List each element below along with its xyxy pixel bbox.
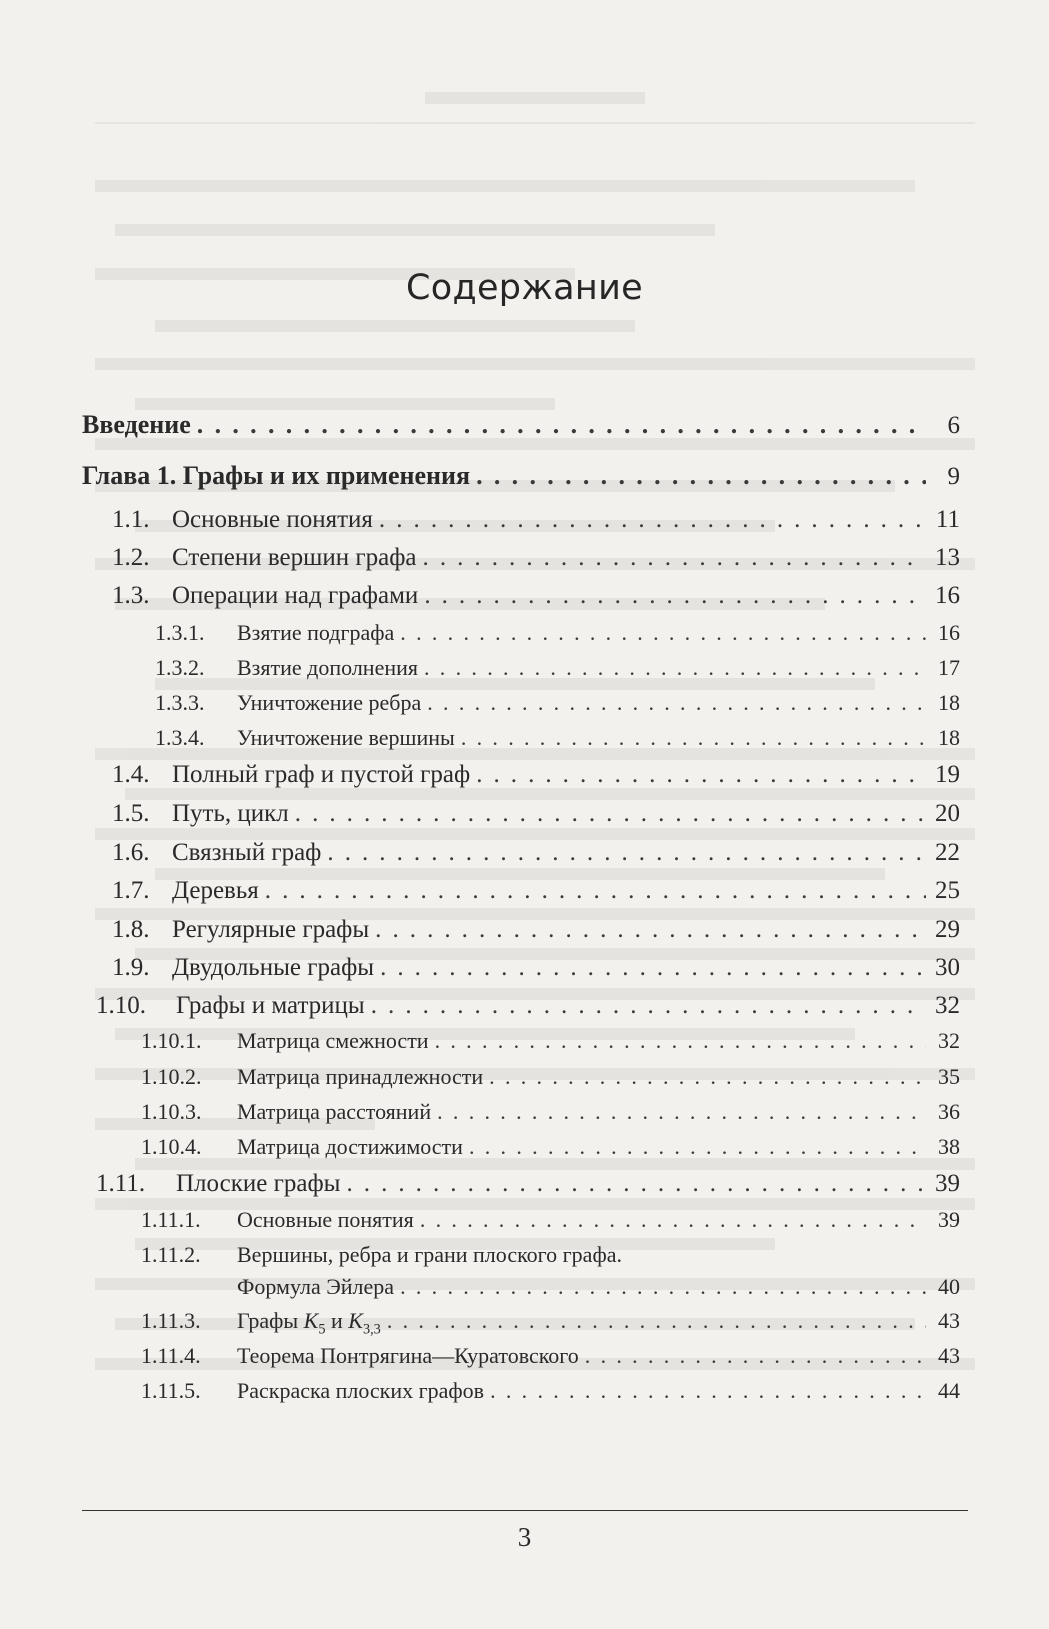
toc-entry-title: Степени вершин графа xyxy=(172,544,417,571)
leader-dots xyxy=(380,954,926,982)
toc-entry-page: 38 xyxy=(938,1134,960,1159)
toc-entry-page: 20 xyxy=(935,800,960,827)
math-subscript: 5 xyxy=(318,1321,326,1338)
footer-rule xyxy=(82,1510,968,1511)
toc-entry-title-continued: Формула Эйлера xyxy=(237,1274,395,1299)
toc-entry-page: 29 xyxy=(935,916,960,943)
toc-text-part: и xyxy=(325,1308,349,1333)
toc-entry-number: 1.3.2. xyxy=(155,655,205,680)
toc-entry[interactable] xyxy=(112,506,960,534)
toc-entry-number: 1.6. xyxy=(112,839,150,866)
toc-entry[interactable] xyxy=(141,1064,960,1090)
toc-entry-title xyxy=(237,1308,381,1338)
toc-entry-number: 1.2. xyxy=(112,544,150,571)
leader-dots xyxy=(265,877,926,905)
toc-entry-title: Теорема Понтрягина—Куратовского xyxy=(237,1343,579,1368)
toc-entry-number: 1.11. xyxy=(96,1170,146,1197)
toc-entry-first-line[interactable] xyxy=(141,1242,960,1268)
toc-entry-number: 1.10.3. xyxy=(141,1099,202,1124)
leader-dots xyxy=(346,1170,926,1198)
toc-entry-number: 1.9. xyxy=(112,954,150,981)
toc-entry-title: Полный граф и пустой граф xyxy=(172,761,471,788)
toc-entry[interactable] xyxy=(141,1207,960,1233)
toc-entry[interactable] xyxy=(112,877,960,905)
toc-entry-page: 39 xyxy=(935,1170,960,1197)
leader-dots xyxy=(424,582,926,610)
math-k: K xyxy=(303,1308,319,1333)
toc-entry-page: 36 xyxy=(938,1099,960,1124)
toc-entry-title: Путь, цикл xyxy=(172,800,289,827)
toc-entry-page: 39 xyxy=(938,1207,960,1232)
toc-entry[interactable] xyxy=(112,839,960,867)
toc-entry[interactable] xyxy=(112,544,960,572)
toc-entry[interactable] xyxy=(96,1170,960,1198)
toc-entry-number: 1.4. xyxy=(112,761,150,788)
toc-entry[interactable] xyxy=(141,1028,960,1054)
page-title: Содержание xyxy=(406,268,643,308)
toc-entry-page: 44 xyxy=(938,1378,960,1403)
leader-dots xyxy=(490,1378,926,1404)
toc-entry[interactable] xyxy=(155,725,960,751)
toc-entry-number: 1.8. xyxy=(112,916,150,943)
toc-entry-page: 16 xyxy=(938,620,960,645)
toc-entry-page: 32 xyxy=(935,992,960,1019)
toc-entry-page: 17 xyxy=(938,655,960,680)
toc-entry-title: Уничтожение ребра xyxy=(237,690,422,715)
leader-dots xyxy=(295,800,926,828)
toc-entry[interactable] xyxy=(112,916,960,944)
toc-entry[interactable] xyxy=(155,690,960,716)
leader-dots xyxy=(435,1028,926,1054)
toc-entry-title: Введение xyxy=(82,410,191,439)
toc-entry-page: 16 xyxy=(935,582,960,609)
math-k: K xyxy=(348,1308,363,1333)
leader-dots xyxy=(469,1134,926,1160)
leader-dots xyxy=(197,410,926,440)
toc-entry[interactable] xyxy=(141,1308,960,1338)
toc-entry-title: Раскраска плоских графов xyxy=(237,1378,485,1403)
toc-entry-page: 25 xyxy=(935,877,960,904)
leader-dots xyxy=(585,1343,926,1369)
leader-dots xyxy=(400,1274,926,1300)
toc-entry-page: 40 xyxy=(938,1274,960,1299)
leader-dots xyxy=(371,992,926,1020)
leader-dots xyxy=(437,1099,926,1125)
toc-entry-page: 6 xyxy=(947,412,960,439)
leader-dots xyxy=(327,839,926,867)
toc-entry-number: 1.3.1. xyxy=(155,620,205,645)
toc-entry[interactable] xyxy=(112,954,960,982)
toc-entry-continuation[interactable] xyxy=(237,1274,960,1300)
toc-entry-title: Графы и матрицы xyxy=(176,992,365,1019)
toc-entry-page: 9 xyxy=(947,463,960,490)
toc-entry-title: Уничтожение вершины xyxy=(237,725,455,750)
leader-dots xyxy=(375,916,926,944)
toc-entry-number: 1.10.4. xyxy=(141,1134,202,1159)
toc-entry[interactable] xyxy=(141,1343,960,1369)
toc-entry-title: Глава 1. Графы и их применения xyxy=(82,461,471,490)
toc-entry-title: Основные понятия xyxy=(237,1207,414,1232)
toc-entry[interactable] xyxy=(141,1134,960,1160)
toc-entry-title: Матрица расстояний xyxy=(237,1099,432,1124)
toc-entry-page: 22 xyxy=(935,839,960,866)
toc-entry-page: 11 xyxy=(935,506,960,533)
toc-entry-title: Двудольные графы xyxy=(172,954,375,981)
toc-entry[interactable] xyxy=(155,620,960,646)
toc-entry[interactable] xyxy=(141,1378,960,1404)
toc-entry-page: 43 xyxy=(938,1308,960,1333)
toc-entry-number: 1.11.2. xyxy=(141,1242,201,1267)
toc-entry-title: Взятие подграфа xyxy=(237,620,395,645)
toc-entry-title: Матрица смежности xyxy=(237,1028,429,1053)
toc-entry-number: 1.10.1. xyxy=(141,1028,202,1053)
leader-dots xyxy=(424,655,926,681)
math-subscript: 3,3 xyxy=(362,1321,381,1338)
leader-dots xyxy=(387,1308,926,1334)
toc-entry-number: 1.3.4. xyxy=(155,725,205,750)
leader-dots xyxy=(379,506,926,534)
toc-entry-title: Регулярные графы xyxy=(172,916,370,943)
toc-entry-title: Плоские графы xyxy=(176,1170,341,1197)
toc-entry-title: Операции над графами xyxy=(172,582,419,609)
leader-dots xyxy=(400,620,926,646)
toc-entry-page: 18 xyxy=(938,725,960,750)
leader-dots xyxy=(476,461,926,491)
toc-entry-page: 35 xyxy=(938,1064,960,1089)
toc-entry-page: 43 xyxy=(938,1343,960,1368)
toc-entry-number: 1.11.5. xyxy=(141,1378,201,1403)
toc-entry-title: Матрица принадлежности xyxy=(237,1064,484,1089)
toc-entry-number: 1.5. xyxy=(112,800,150,827)
leader-dots xyxy=(427,690,926,716)
toc-entry-page: 32 xyxy=(938,1028,960,1053)
toc-entry-title: Взятие дополнения xyxy=(237,655,418,680)
toc-entry-number: 1.10. xyxy=(96,992,146,1019)
toc-entry-number: 1.10.2. xyxy=(141,1064,202,1089)
toc-entry-number: 1.3. xyxy=(112,582,150,609)
toc-entry-title: Основные понятия xyxy=(172,506,373,533)
toc-entry-title: Деревья xyxy=(172,877,259,904)
leader-dots xyxy=(489,1064,926,1090)
toc-entry-page: 30 xyxy=(935,954,960,981)
leader-dots xyxy=(423,544,926,572)
toc-entry-number: 1.11.3. xyxy=(141,1308,201,1333)
toc-entry-number: 1.3.3. xyxy=(155,690,205,715)
leader-dots xyxy=(420,1207,926,1233)
toc-entry-title: Вершины, ребра и грани плоского графа. xyxy=(237,1242,622,1267)
toc-text-part: Графы xyxy=(237,1308,304,1333)
leader-dots xyxy=(476,761,926,789)
toc-entry-number: 1.11.1. xyxy=(141,1207,201,1232)
page-number: 3 xyxy=(517,1522,532,1552)
toc-entry[interactable] xyxy=(96,992,960,1020)
toc-entry-title: Связный граф xyxy=(172,839,322,866)
toc-entry-page: 18 xyxy=(938,690,960,715)
toc-entry-page: 19 xyxy=(935,761,960,788)
toc-entry-number: 1.11.4. xyxy=(141,1343,201,1368)
toc-entry[interactable] xyxy=(112,582,960,610)
toc-entry[interactable] xyxy=(112,761,960,789)
toc-entry-number: 1.7. xyxy=(112,877,150,904)
toc-entry-chapter-1[interactable] xyxy=(82,461,960,491)
toc-entry[interactable] xyxy=(155,655,960,681)
toc-entry-title: Матрица достижимости xyxy=(237,1134,463,1159)
toc-entry[interactable] xyxy=(112,800,960,828)
leader-dots xyxy=(461,725,926,751)
toc-entry-page: 13 xyxy=(935,544,960,571)
toc-entry-introduction[interactable] xyxy=(82,410,960,440)
toc-entry-number: 1.1. xyxy=(112,506,150,533)
toc-entry[interactable] xyxy=(141,1099,960,1125)
